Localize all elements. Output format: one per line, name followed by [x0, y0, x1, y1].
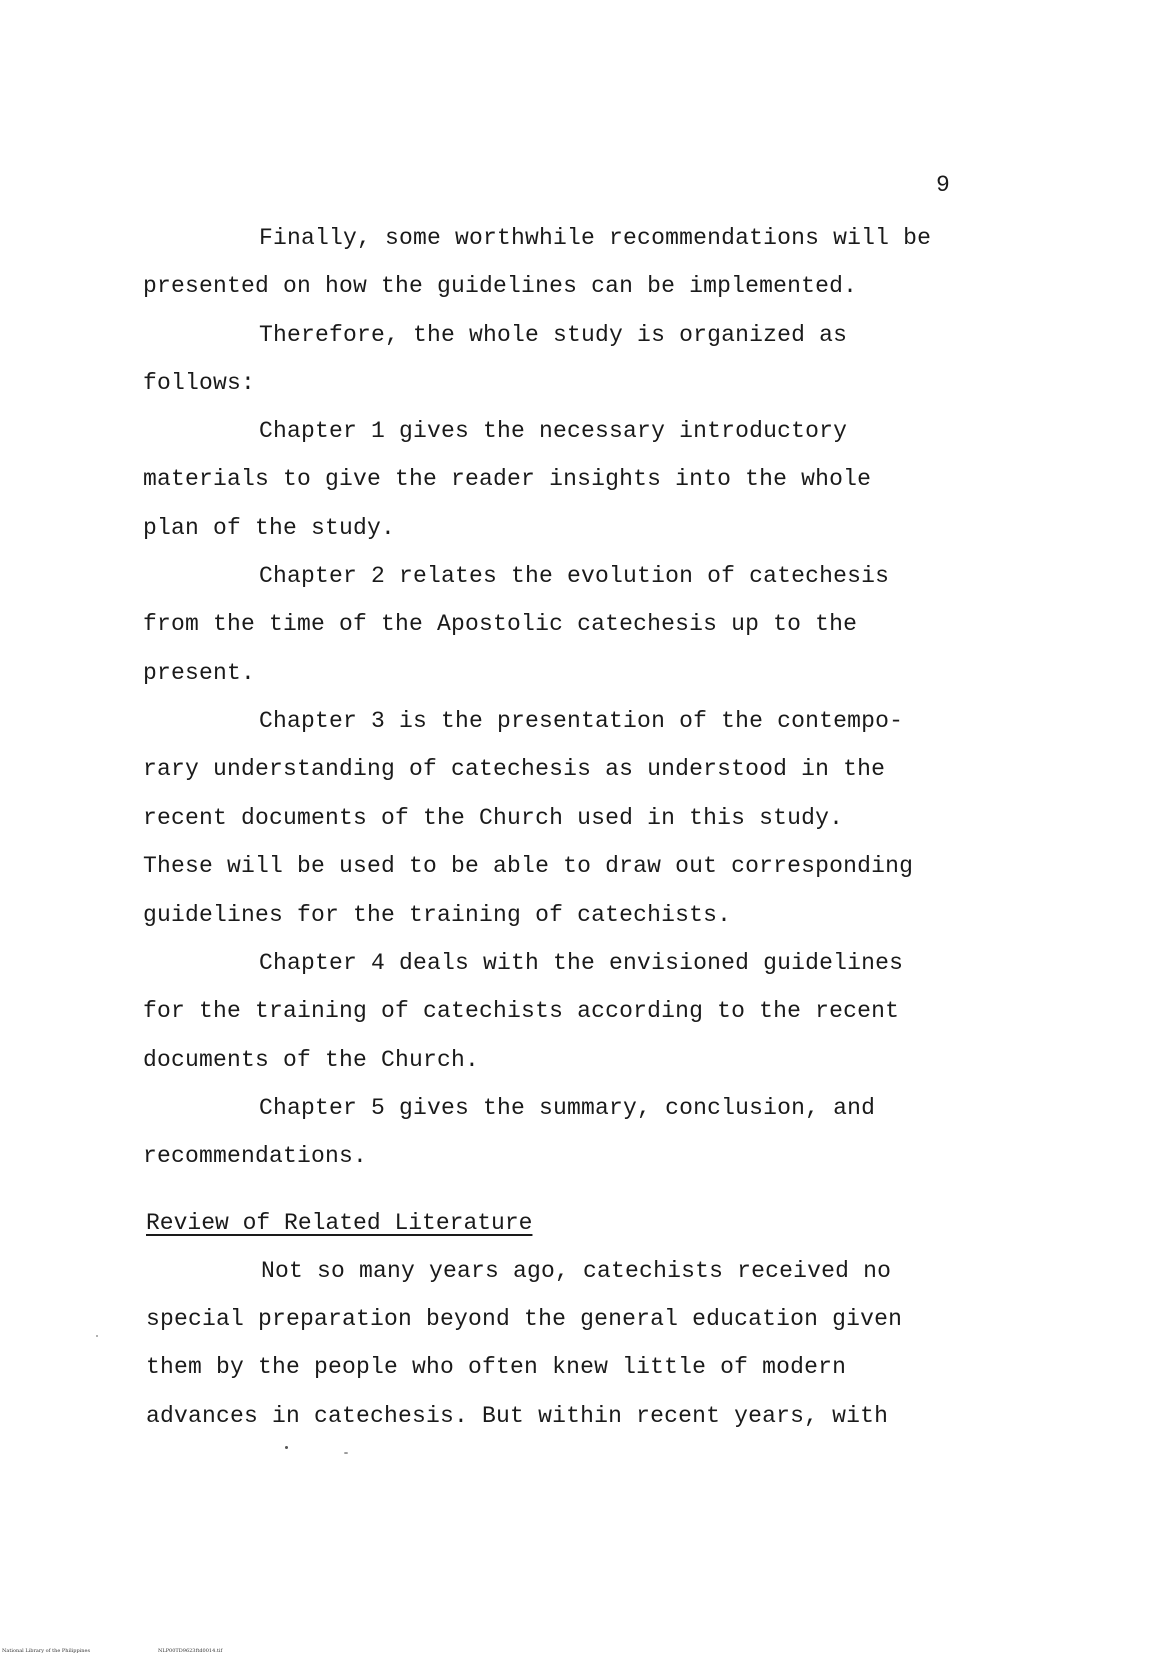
text-line: plan of the study.	[143, 515, 396, 541]
text-line: recent documents of the Church used in this study.	[143, 805, 844, 831]
text-line: Chapter 3 is the presentation of the contempo-	[259, 708, 904, 734]
text-line: them by the people who often knew little of modern	[146, 1354, 847, 1380]
text-line: Chapter 4 deals with the envisioned guidelines	[259, 950, 904, 976]
text-line: documents of the Church.	[143, 1047, 480, 1073]
text-line: rary understanding of catechesis as understood in the	[143, 756, 886, 782]
text-line: Not so many years ago, catechists received no	[261, 1258, 892, 1284]
text-line: recommendations.	[143, 1143, 368, 1169]
footer-file: NLP00TD9623ftd0014.tif	[158, 1648, 223, 1654]
text-line: These will be used to be able to draw out corresponding	[143, 853, 914, 879]
text-line: materials to give the reader insights into the whole	[143, 466, 872, 492]
footer-library: National Library of the Philippines	[2, 1648, 91, 1654]
text-line: guidelines for the training of catechists.	[143, 902, 732, 928]
text-line: Chapter 1 gives the necessary introductory	[259, 418, 848, 444]
text-line: Chapter 2 relates the evolution of catechesis	[259, 563, 890, 589]
text-line: Finally, some worthwhile recommendations will be	[259, 225, 932, 251]
text-line: presented on how the guidelines can be implemented.	[143, 273, 858, 299]
text-line: advances in catechesis. But within recent years, with	[146, 1403, 889, 1429]
text-line: special preparation beyond the general education given	[146, 1306, 903, 1332]
text-line: for the training of catechists according to the recent	[143, 998, 900, 1024]
text-line: from the time of the Apostolic catechesis up to the	[143, 611, 858, 637]
text-line: Chapter 5 gives the summary, conclusion, and	[259, 1095, 876, 1121]
text-line: present.	[143, 660, 256, 686]
section-heading: Review of Related Literature	[146, 1210, 533, 1236]
text-line: follows:	[143, 370, 256, 396]
page-number: 9	[936, 172, 950, 198]
scan-speck	[96, 1335, 98, 1337]
text-line: Therefore, the whole study is organized as	[259, 322, 848, 348]
scan-speck	[285, 1446, 288, 1449]
scan-speck	[344, 1452, 348, 1454]
